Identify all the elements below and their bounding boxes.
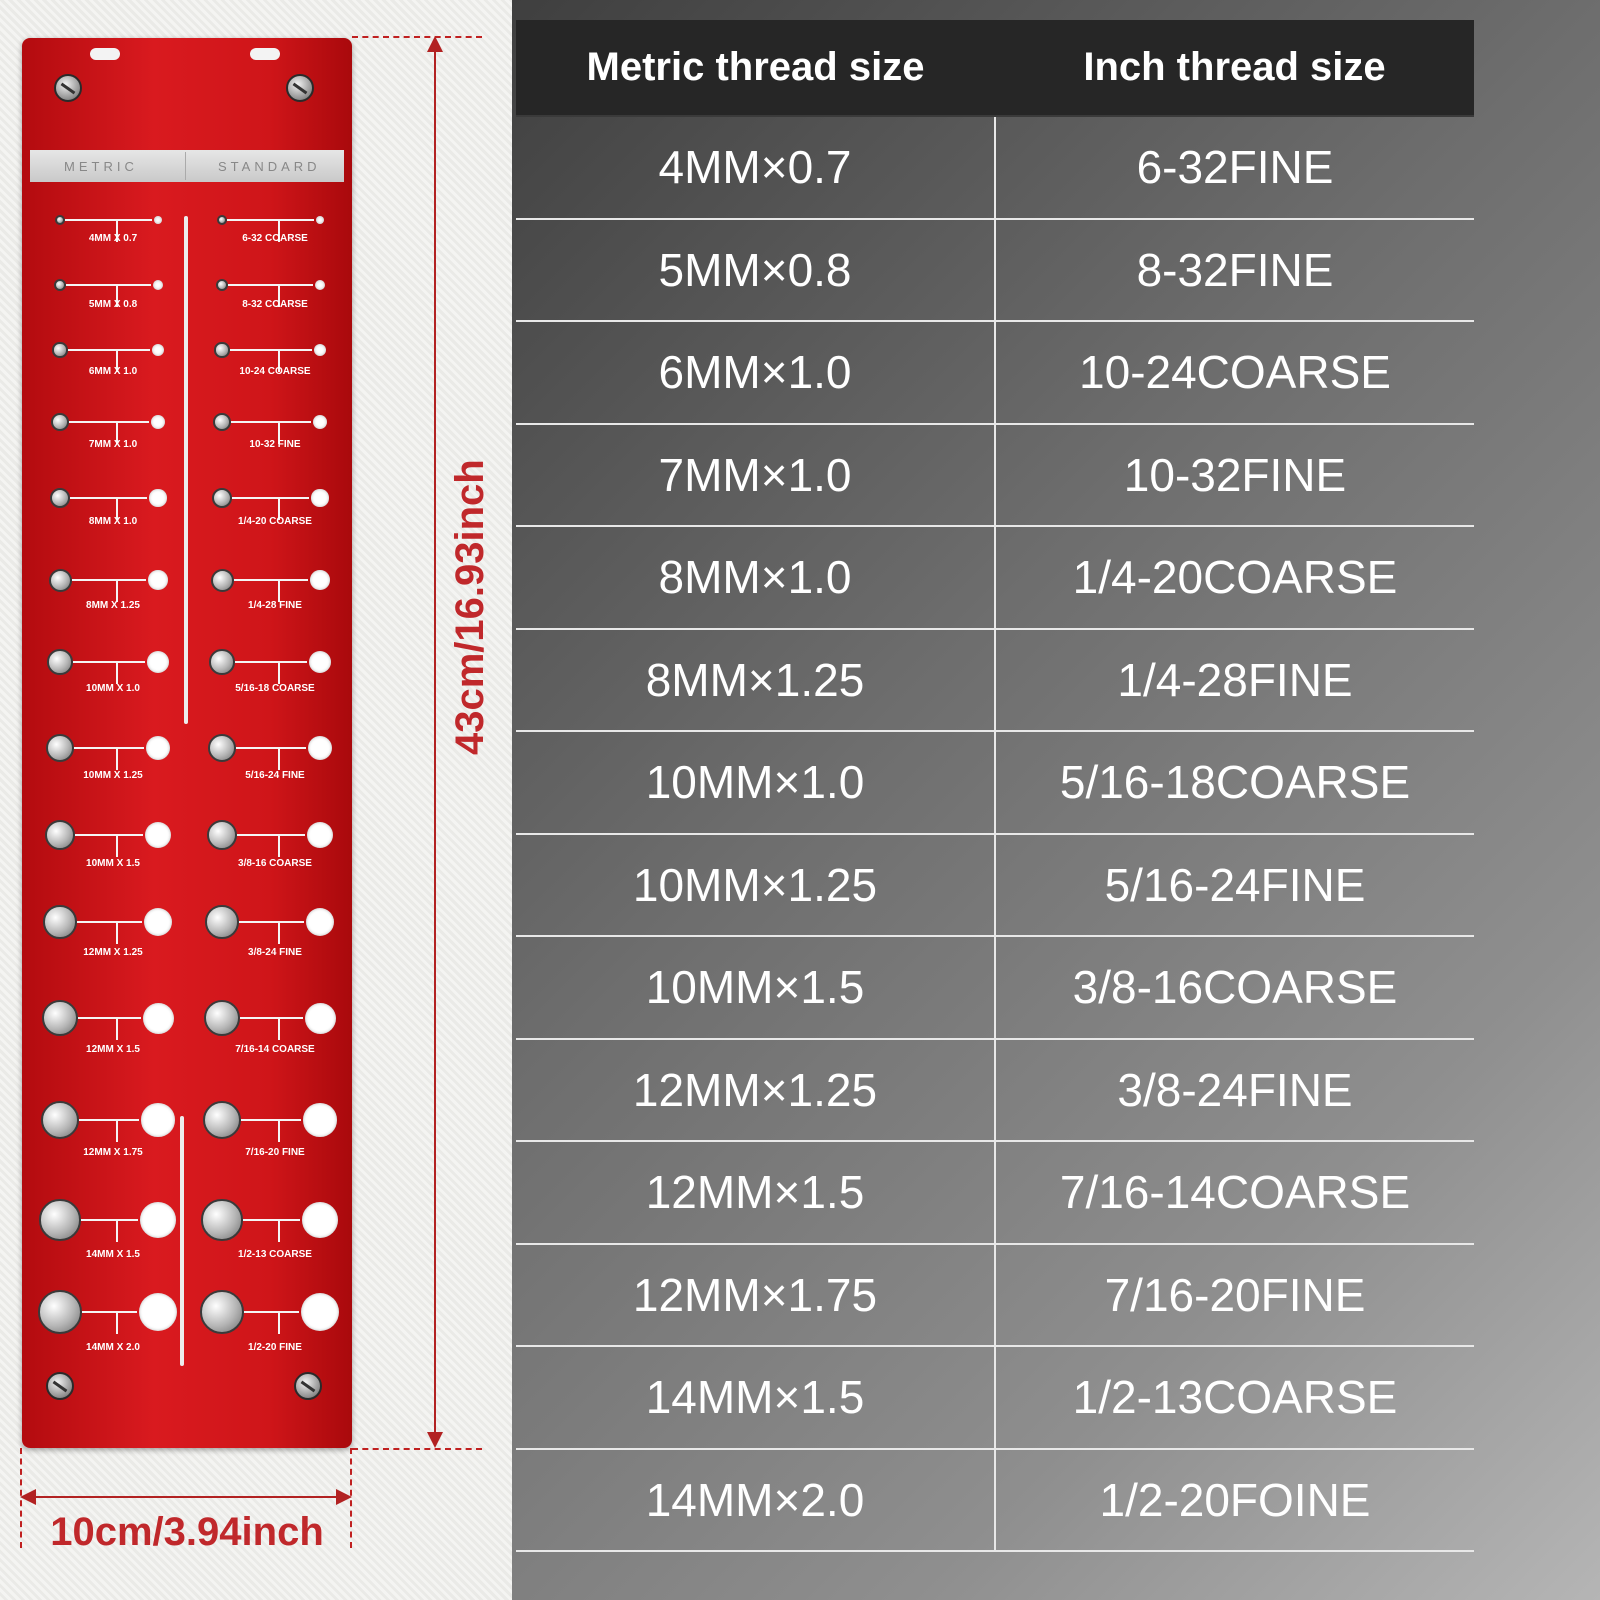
nut-hole-icon xyxy=(306,908,335,937)
table-row xyxy=(516,1142,1474,1245)
standard-gauge xyxy=(200,900,350,980)
thread-stud-icon xyxy=(216,279,229,292)
nut-hole-icon xyxy=(301,1293,339,1331)
inch-cell: 8-32FINE xyxy=(1136,243,1334,296)
metric-cell: 14MM×1.5 xyxy=(516,1347,996,1448)
table-row xyxy=(516,937,1474,1040)
guide-line xyxy=(70,497,147,499)
metric-gauge-label: 14MM X 1.5 xyxy=(86,1248,140,1260)
arrowhead-icon xyxy=(20,1489,36,1505)
metric-gauge-label: 10MM X 1.5 xyxy=(86,858,140,870)
nut-hole-icon xyxy=(314,344,327,357)
metric-gauge-label: 12MM X 1.75 xyxy=(83,1147,143,1159)
inch-cell: 7/16-14COARSE xyxy=(1059,1166,1411,1219)
standard-gauge xyxy=(200,328,350,408)
nut-hole-icon xyxy=(303,1103,336,1136)
thread-stud-icon xyxy=(207,820,238,851)
inch-cell: 1/4-20COARSE xyxy=(1072,551,1398,604)
guide-line xyxy=(116,662,118,684)
guide-line xyxy=(75,834,142,836)
standard-gauge xyxy=(200,813,350,893)
thread-stud-icon xyxy=(201,1199,242,1240)
table-body xyxy=(516,117,1474,1552)
thread-stud-icon xyxy=(45,820,76,851)
metric-cell: 12MM×1.75 xyxy=(516,1245,996,1346)
dimension-guide xyxy=(352,1448,482,1450)
metric-gauge xyxy=(38,813,188,893)
guide-line xyxy=(243,1219,301,1221)
metric-gauge-label: 7MM X 1.0 xyxy=(88,438,138,450)
metric-cell: 10MM×1.5 xyxy=(516,937,996,1038)
thread-size-panel xyxy=(512,0,1600,1600)
table-row xyxy=(516,117,1474,220)
guide-line xyxy=(240,1017,303,1019)
thread-stud-icon xyxy=(209,649,235,675)
nut-hole-icon xyxy=(149,489,166,506)
standard-gauge xyxy=(200,558,350,638)
header-metric: Metric thread size xyxy=(586,45,925,89)
standard-gauge-label: 3/8-16 COARSE xyxy=(238,858,312,870)
inch-cell: 1/2-13COARSE xyxy=(1072,1371,1398,1424)
metric-cell: 5MM×0.8 xyxy=(516,220,996,321)
thread-stud-icon xyxy=(205,905,238,938)
guide-line xyxy=(116,1220,118,1242)
nut-hole-icon xyxy=(302,1202,338,1238)
metric-cell: 8MM×1.25 xyxy=(516,630,996,731)
nut-hole-icon xyxy=(305,1003,336,1034)
metric-gauge xyxy=(38,558,188,638)
nut-hole-icon xyxy=(151,415,166,430)
screw-icon xyxy=(46,1372,74,1400)
metric-gauge-label: 5MM X 0.8 xyxy=(88,299,138,311)
table-row xyxy=(516,322,1474,425)
guide-line xyxy=(116,1120,118,1142)
guide-line xyxy=(68,349,150,351)
metric-gauge-label: 8MM X 1.25 xyxy=(86,599,140,611)
thread-stud-icon xyxy=(208,734,236,762)
hanging-slot xyxy=(90,48,120,60)
guide-line xyxy=(278,1120,280,1142)
metric-gauge xyxy=(38,1198,188,1278)
nut-hole-icon xyxy=(143,1003,174,1034)
thread-stud-icon xyxy=(200,1290,244,1334)
guide-line xyxy=(236,747,306,749)
guide-line xyxy=(278,922,280,944)
metric-gauge xyxy=(38,726,188,806)
inch-cell: 5/16-24FINE xyxy=(1104,858,1366,911)
thread-stud-icon xyxy=(55,215,65,225)
metric-cell: 12MM×1.25 xyxy=(516,1040,996,1141)
inch-cell: 5/16-18COARSE xyxy=(1059,756,1411,809)
nut-hole-icon xyxy=(139,1293,177,1331)
thread-stud-icon xyxy=(214,342,229,357)
guide-line xyxy=(278,662,280,684)
thread-stud-icon xyxy=(43,905,76,938)
metric-cell: 10MM×1.25 xyxy=(516,835,996,936)
guide-line xyxy=(69,421,149,423)
standard-gauge-label: 7/16-14 COARSE xyxy=(235,1044,315,1055)
inch-cell: 10-32FINE xyxy=(1123,448,1347,501)
guide-line xyxy=(73,661,145,663)
inch-cell: 3/8-24FINE xyxy=(1117,1063,1353,1116)
guide-line xyxy=(278,1312,280,1334)
thread-stud-icon xyxy=(39,1199,80,1240)
table-row xyxy=(516,1040,1474,1143)
thread-stud-icon xyxy=(41,1101,80,1140)
nut-hole-icon xyxy=(152,344,165,357)
standard-gauge xyxy=(200,726,350,806)
nut-hole-icon xyxy=(316,216,324,224)
thread-checker-board xyxy=(22,38,352,1448)
inch-cell: 3/8-16COARSE xyxy=(1072,961,1398,1014)
guide-line xyxy=(278,835,280,857)
width-label: 10cm/3.94inch xyxy=(50,1510,324,1554)
nut-hole-icon xyxy=(307,822,333,848)
guide-line xyxy=(81,1219,139,1221)
standard-gauge xyxy=(200,1290,350,1370)
metric-gauge xyxy=(38,640,188,720)
standard-gauge xyxy=(200,640,350,720)
standard-gauge-label: 6-32 COARSE xyxy=(242,233,308,244)
metric-gauge xyxy=(38,1098,188,1178)
guide-line xyxy=(82,1311,137,1313)
metric-gauge xyxy=(38,996,188,1076)
standard-gauge-label: 1/2-20 FINE xyxy=(248,1341,302,1353)
inch-cell: 7/16-20FINE xyxy=(1104,1268,1366,1321)
inch-cell: 1/2-20FOINE xyxy=(1099,1473,1371,1526)
standard-gauge-label: 5/16-18 COARSE xyxy=(235,682,315,694)
metric-gauge xyxy=(38,1290,188,1370)
thread-stud-icon xyxy=(46,734,74,762)
inch-cell: 10-24COARSE xyxy=(1079,346,1391,399)
standard-gauge-label: 8-32 COARSE xyxy=(242,299,308,311)
guide-line xyxy=(116,748,118,770)
standard-gauge-label: 3/8-24 FINE xyxy=(248,946,302,958)
guide-line xyxy=(78,1017,141,1019)
guide-line xyxy=(74,747,144,749)
nut-hole-icon xyxy=(315,280,325,290)
guide-line xyxy=(228,284,313,286)
guide-line xyxy=(65,219,152,221)
nut-hole-icon xyxy=(140,1202,176,1238)
hanging-slot xyxy=(250,48,280,60)
guide-line xyxy=(72,579,147,581)
metric-cell: 4MM×0.7 xyxy=(516,117,996,218)
arrowhead-icon xyxy=(427,36,443,52)
guide-line xyxy=(231,421,311,423)
height-label: 43cm/16.93inch xyxy=(448,459,492,755)
thread-stud-icon xyxy=(42,1000,78,1036)
guide-line xyxy=(116,922,118,944)
guide-line xyxy=(278,1220,280,1242)
nut-hole-icon xyxy=(145,822,171,848)
standard-gauge-label: 7/16-20 FINE xyxy=(245,1147,305,1159)
table-row xyxy=(516,220,1474,323)
nut-hole-icon xyxy=(309,651,331,673)
metric-gauge-label: 4MM X 0.7 xyxy=(88,233,138,244)
table-header xyxy=(516,20,1474,117)
thread-stud-icon xyxy=(47,649,73,675)
metric-gauge-label: 14MM X 2.0 xyxy=(86,1341,140,1353)
metric-cell: 10MM×1.0 xyxy=(516,732,996,833)
metric-gauge-label: 12MM X 1.5 xyxy=(86,1044,140,1055)
metric-cell: 8MM×1.0 xyxy=(516,527,996,628)
metric-gauge-label: 8MM X 1.0 xyxy=(88,516,138,528)
thread-stud-icon xyxy=(213,413,231,431)
standard-gauge-label: 10-24 COARSE xyxy=(239,365,311,377)
nut-hole-icon xyxy=(146,736,170,760)
thread-stud-icon xyxy=(204,1000,240,1036)
guide-line xyxy=(116,1312,118,1334)
thread-stud-icon xyxy=(54,279,67,292)
standard-gauge xyxy=(200,1198,350,1278)
inch-cell: 1/4-28FINE xyxy=(1117,653,1353,706)
standard-gauge xyxy=(200,1098,350,1178)
nut-hole-icon xyxy=(311,489,328,506)
thread-stud-icon xyxy=(203,1101,242,1140)
metric-cell: 7MM×1.0 xyxy=(516,425,996,526)
standard-gauge-label: 1/2-13 COARSE xyxy=(238,1248,312,1260)
guide-line xyxy=(66,284,151,286)
guide-line xyxy=(235,661,307,663)
nut-hole-icon xyxy=(313,415,328,430)
table-row xyxy=(516,1245,1474,1348)
dimension-guide xyxy=(352,36,482,38)
standard-heading: STANDARD xyxy=(218,159,321,174)
guide-line xyxy=(234,579,309,581)
nut-hole-icon xyxy=(144,908,173,937)
nut-hole-icon xyxy=(148,570,168,590)
nut-hole-icon xyxy=(308,736,332,760)
standard-gauge-label: 1/4-28 FINE xyxy=(248,599,302,611)
table-row xyxy=(516,1450,1474,1553)
thread-stud-icon xyxy=(50,488,70,508)
width-arrow xyxy=(24,1496,348,1498)
screw-icon xyxy=(54,74,82,102)
thread-stud-icon xyxy=(49,569,72,592)
inch-cell: 6-32FINE xyxy=(1136,141,1334,194)
guide-line xyxy=(230,349,312,351)
guide-line xyxy=(244,1311,299,1313)
standard-gauge-label: 1/4-20 COARSE xyxy=(238,516,312,528)
product-photo xyxy=(0,0,512,1600)
header-inch: Inch thread size xyxy=(1083,45,1386,89)
guide-line xyxy=(239,921,304,923)
table-row xyxy=(516,425,1474,528)
thread-stud-icon xyxy=(52,342,67,357)
thread-stud-icon xyxy=(211,569,234,592)
table-row xyxy=(516,527,1474,630)
arrowhead-icon xyxy=(427,1432,443,1448)
metric-cell: 12MM×1.5 xyxy=(516,1142,996,1243)
guide-line xyxy=(77,921,142,923)
nut-hole-icon xyxy=(153,280,163,290)
standard-gauge xyxy=(200,996,350,1076)
band-separator xyxy=(185,152,186,180)
nut-hole-icon xyxy=(147,651,169,673)
metric-heading: METRIC xyxy=(64,159,138,174)
thread-stud-icon xyxy=(38,1290,82,1334)
standard-gauge xyxy=(200,400,350,480)
guide-line xyxy=(116,1018,118,1040)
metric-gauge-label: 10MM X 1.25 xyxy=(83,770,143,782)
metric-gauge xyxy=(38,900,188,980)
nut-hole-icon xyxy=(310,570,330,590)
table-row xyxy=(516,835,1474,938)
height-arrow xyxy=(434,38,436,1446)
guide-line xyxy=(116,835,118,857)
guide-line xyxy=(278,748,280,770)
standard-gauge xyxy=(200,476,350,556)
guide-line xyxy=(227,219,314,221)
metric-cell: 14MM×2.0 xyxy=(516,1450,996,1551)
board-header-band xyxy=(30,150,344,182)
thread-stud-icon xyxy=(51,413,69,431)
guide-line xyxy=(237,834,304,836)
metric-gauge-label: 10MM X 1.0 xyxy=(86,682,140,694)
nut-hole-icon xyxy=(141,1103,174,1136)
table-row xyxy=(516,732,1474,835)
metric-gauge-label: 12MM X 1.25 xyxy=(83,946,143,958)
metric-gauge-label: 6MM X 1.0 xyxy=(88,365,138,377)
thread-size-table xyxy=(516,20,1474,1552)
standard-gauge-label: 5/16-24 FINE xyxy=(245,770,305,782)
guide-line xyxy=(79,1119,139,1121)
guide-line xyxy=(241,1119,301,1121)
thread-stud-icon xyxy=(212,488,232,508)
nut-hole-icon xyxy=(154,216,162,224)
table-row xyxy=(516,1347,1474,1450)
thread-stud-icon xyxy=(217,215,227,225)
screw-icon xyxy=(286,74,314,102)
table-row xyxy=(516,630,1474,733)
standard-gauge-label: 10-32 FINE xyxy=(249,438,301,450)
screw-icon xyxy=(294,1372,322,1400)
metric-gauge xyxy=(38,476,188,556)
guide-line xyxy=(278,1018,280,1040)
metric-gauge xyxy=(38,328,188,408)
metric-cell: 6MM×1.0 xyxy=(516,322,996,423)
arrowhead-icon xyxy=(336,1489,352,1505)
guide-line xyxy=(232,497,309,499)
metric-gauge xyxy=(38,400,188,480)
